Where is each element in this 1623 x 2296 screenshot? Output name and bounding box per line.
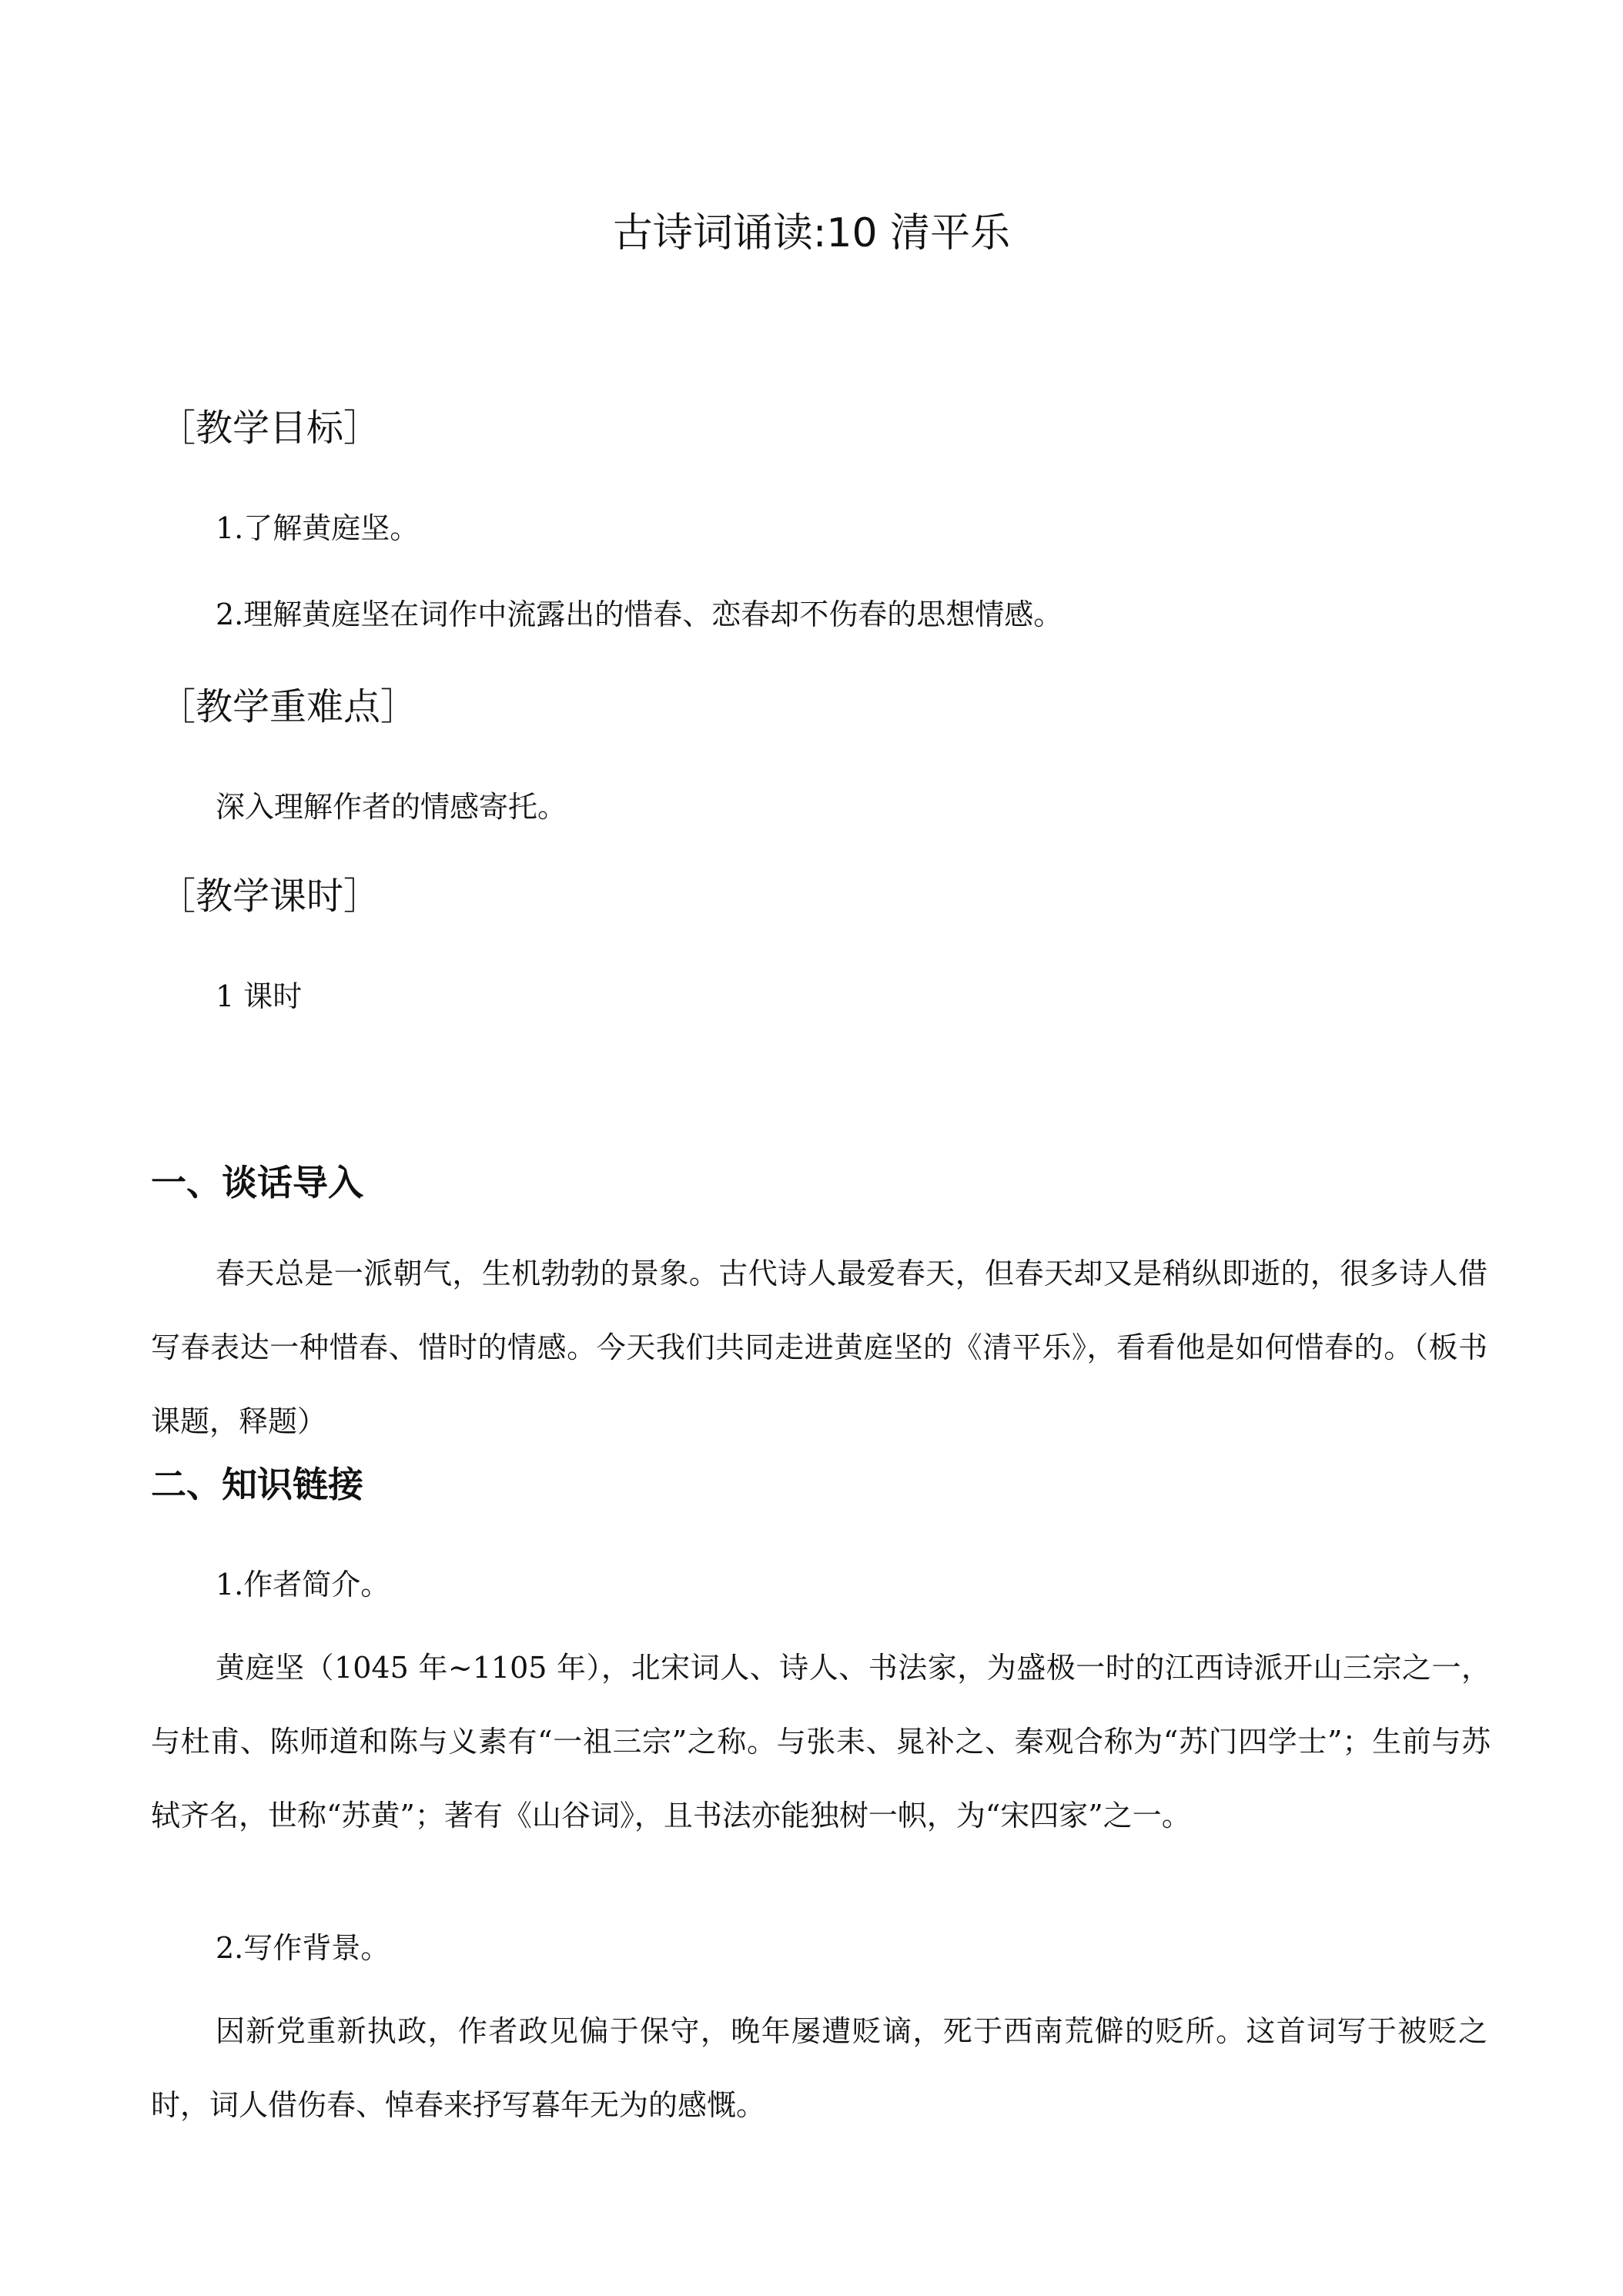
author-paragraph: 黄庭坚（1045 年~1105 年），北宋词人、诗人、书法家，为盛极一时的江西诗派开山三宗之一，与杜甫、陈师道和陈与义素有“一祖三宗”之称。与张耒、晁补之、秦观合称为“苏门四学士”；生前与苏轼齐名，世称“苏黄”；著有《山谷词》，且书法亦能独树一帜，为“宋四家”之一。 <box>151 1651 1491 1832</box>
section-heading-key-points-label: 教学重难点 <box>196 685 381 728</box>
subheading-background: 2.写作背景。 <box>216 1931 390 1965</box>
subheading-author: 1.作者简介。 <box>216 1568 390 1602</box>
part-heading-intro: 一、谈话导入 <box>151 1162 363 1203</box>
part-heading-knowledge: 二、知识链接 <box>151 1464 363 1505</box>
section-heading-key-points: ［教学重难点］ <box>159 685 418 728</box>
objective-item: 1.了解黄庭坚。 <box>216 511 420 545</box>
section-heading-objectives-label: 教学目标 <box>196 407 344 450</box>
key-points-text: 深入理解作者的情感寄托。 <box>216 790 567 824</box>
section-heading-duration-label: 教学课时 <box>196 875 344 918</box>
intro-paragraph: 春天总是一派朝气，生机勃勃的景象。古代诗人最爱春天，但春天却又是稍纵即逝的，很多诗人借写春表达一种惜春、惜时的情感。今天我们共同走进黄庭坚的《清平乐》，看看他是如何惜春的。（板书课题，释题） <box>151 1257 1487 1438</box>
section-heading-objectives: ［教学目标］ <box>159 407 381 450</box>
objective-item: 2.理解黄庭坚在词作中流露出的惜春、恋春却不伤春的思想情感。 <box>216 597 1063 631</box>
section-heading-duration: ［教学课时］ <box>159 875 381 918</box>
duration-text: 1 课时 <box>216 979 303 1013</box>
document-title: 古诗词诵读:10 清平乐 <box>612 210 1011 256</box>
background-paragraph: 因新党重新执政，作者政见偏于保守，晚年屡遭贬谪，死于西南荒僻的贬所。这首词写于被贬之时，词人借伤春、悼春来抒写暮年无为的感慨。 <box>151 2014 1487 2122</box>
